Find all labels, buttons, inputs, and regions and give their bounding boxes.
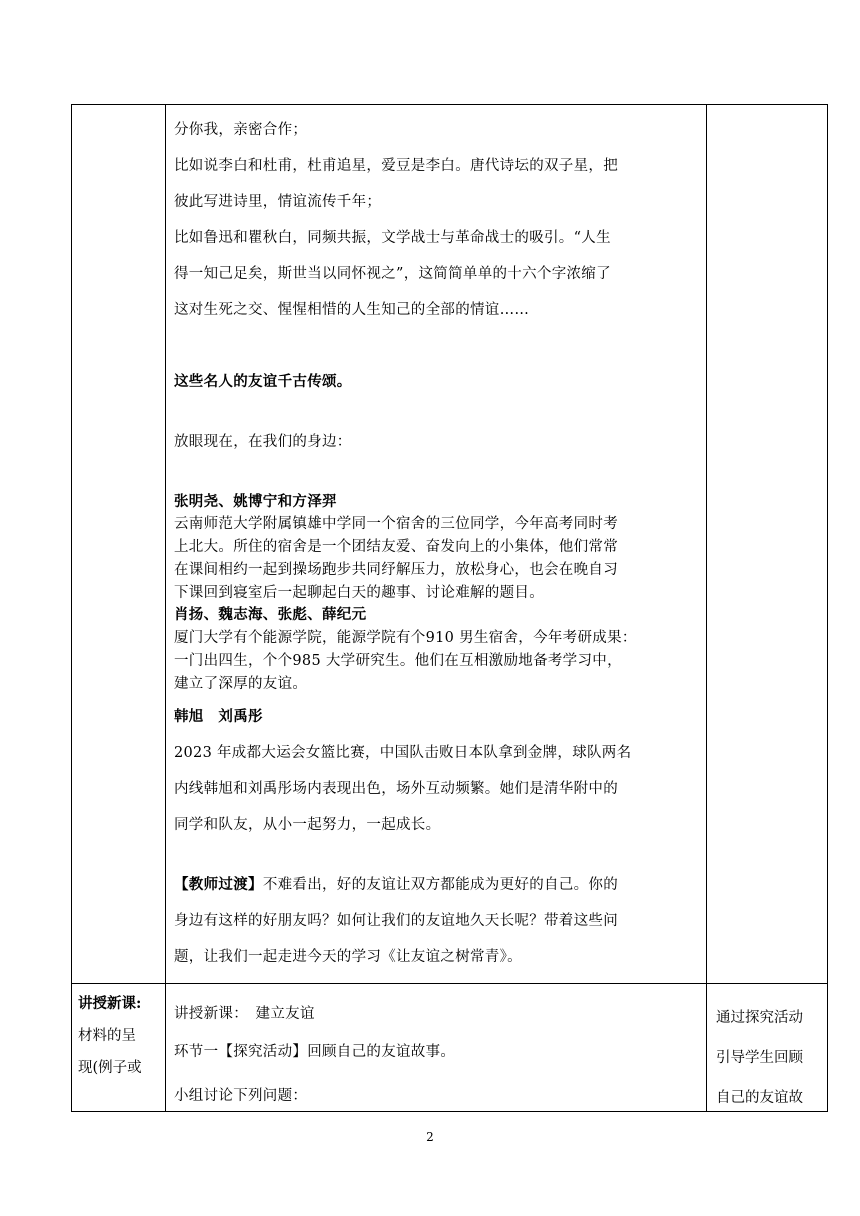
table-border-col1	[165, 104, 166, 1112]
transition-line: 题，让我们一起走进今天的学习《让友谊之树常青》。	[174, 949, 522, 965]
group1-line: 云南师范大学附属镇雄中学同一个宿舍的三位同学，今年高考同时考	[174, 516, 618, 532]
row2-mid-line: 讲授新课： 建立友谊	[174, 1006, 315, 1022]
look-now: 放眼现在，在我们的身边：	[174, 434, 352, 450]
table-border-left	[71, 104, 72, 1112]
famous-summary: 这些名人的友谊千古传颂。	[174, 373, 352, 390]
group1-line: 下课回到寝室后一起聊起白天的趣事、讨论难解的题目。	[174, 585, 544, 601]
table-border-col2	[706, 104, 707, 1112]
group1-line: 在课间相约一起到操场跑步共同纾解压力，放松身心，也会在晚自习	[174, 562, 618, 578]
row2-left-line: 材料的呈	[78, 1028, 136, 1044]
table-border-bottom	[71, 1111, 828, 1112]
group2-line: 一门出四生，个个985 大学研究生。他们在互相激励地备考学习中，	[174, 653, 622, 669]
group2-title: 肖扬、魏志海、张彪、薛纪元	[174, 606, 367, 623]
paragraph-line: 比如鲁迅和瞿秋白，同频共振，文学战士与革命战士的吸引。“人生	[174, 230, 611, 246]
paragraph-line: 得一知己足矣，斯世当以同怀视之”，这简简单单的十六个字浓缩了	[174, 266, 611, 282]
group2-line: 建立了深厚的友谊。	[174, 676, 308, 692]
paragraph-line: 分你我，亲密合作；	[174, 122, 308, 138]
row2-right-line: 通过探究活动	[716, 1010, 803, 1026]
group1-title: 张明尧、姚博宁和方泽羿	[174, 493, 337, 510]
row2-mid-line: 小组讨论下列问题：	[174, 1088, 308, 1104]
table-border-top	[71, 104, 828, 105]
group3-line: 同学和队友，从小一起努力，一起成长。	[174, 817, 441, 833]
group1-line: 上北大。所住的宿舍是一个团结友爱、奋发向上的小集体，他们常常	[174, 539, 618, 555]
table-row-divider	[71, 983, 828, 984]
transition-label: 【教师过渡】	[174, 876, 263, 893]
transition-line: 身边有这样的好朋友吗？如何让我们的友谊地久天长呢？带着这些问	[174, 913, 618, 929]
row2-left-bold: 讲授新课:	[78, 995, 142, 1012]
group3-line: 2023 年成都大运会女篮比赛，中国队击败日本队拿到金牌，球队两名	[174, 745, 632, 761]
transition-text: 不难看出，好的友谊让双方都能成为更好的自己。你的	[262, 877, 619, 893]
row2-left-line: 现(例子或	[78, 1060, 142, 1076]
row2-right-line: 自己的友谊故	[716, 1090, 803, 1106]
group3-line: 内线韩旭和刘禹彤场内表现出色，场外互动频繁。她们是清华附中的	[174, 781, 618, 797]
page-number: 2	[426, 1130, 434, 1144]
table-border-right	[827, 104, 828, 1112]
paragraph-line: 比如说李白和杜甫，杜甫追星，爱豆是李白。唐代诗坛的双子星，把	[174, 158, 618, 174]
paragraph-line: 彼此写进诗里，情谊流传千年；	[174, 194, 382, 210]
row2-mid-line: 环节一【探究活动】回顾自己的友谊故事。	[174, 1044, 456, 1060]
row2-right-line: 引导学生回顾	[716, 1050, 803, 1066]
transition-line	[174, 873, 618, 894]
group2-line: 厦门大学有个能源学院，能源学院有个910 男生宿舍，今年考研成果：	[174, 630, 637, 646]
group3-title: 韩旭 刘禹彤	[174, 708, 263, 725]
paragraph-line: 这对生死之交、惺惺相惜的人生知己的全部的情谊……	[174, 302, 530, 318]
